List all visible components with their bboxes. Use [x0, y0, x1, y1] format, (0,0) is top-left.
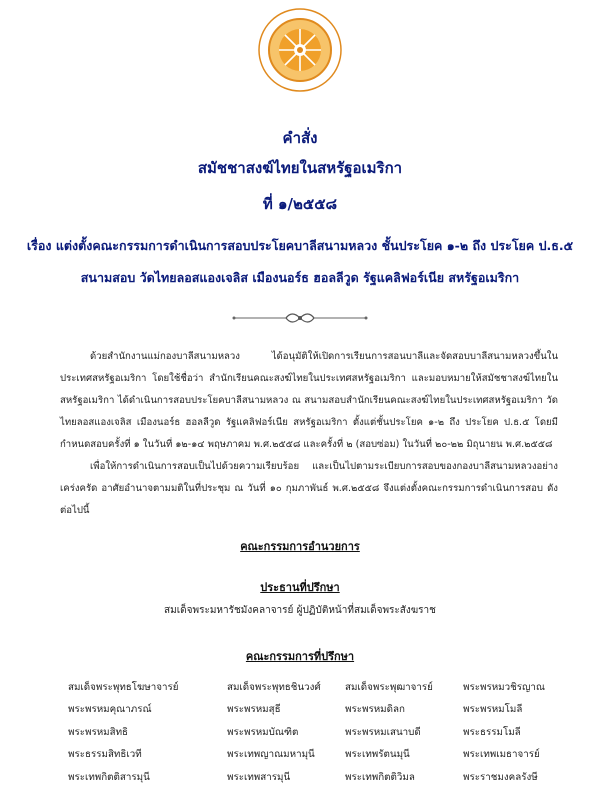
organization-name: สมัชชาสงฆ์ไทยในสหรัฐอเมริกา — [197, 159, 403, 177]
advisor-name: พระพรหมโมลี — [463, 704, 523, 716]
subject-line-1: เรื่อง แต่งตั้งคณะกรรมการดำเนินการสอบประโยคบาลีสนามหลวง ชั้นประโยค ๑-๒ ถึง ประโยค ป.ธ.๕ — [26, 238, 574, 253]
ornament-divider-icon — [228, 308, 372, 328]
advisor-name: สมเด็จพระพุฒาจารย์ — [345, 681, 433, 693]
order-title: คำสั่ง — [282, 129, 318, 147]
advisors-table — [68, 676, 568, 789]
advisor-name: พระราชมงคลรังษี — [463, 771, 538, 783]
advisor-name: พระพรหมคุณาภรณ์ — [68, 704, 152, 716]
advisor-name: พระเทพกิตติสารมุนี — [68, 771, 150, 783]
advisors-row — [68, 766, 568, 789]
advisors-row — [68, 699, 568, 722]
body-paragraph-2: เพื่อให้การดำเนินการสอบเป็นไปด้วยความเรียบร้อย และเป็นไปตามระเบียบการสอบของกองบาลีสนามหลวงอย่างเคร่งครัด อาศัยอำนาจตามมติในที่ประชุม ณ วันที่ ๑๐ กุมภาพันธ์ พ.ศ.๒๕๕๘ จึงแต่งตั้งคณะกรรมการดำเนินการสอบ ดังต่อไปนี้ — [60, 461, 558, 516]
subject-line-2: สนามสอบ วัดไทยลอสแองเจลิส เมืองนอร์ธ ฮอลลีวูด รัฐแคลิฟอร์เนีย สหรัฐอเมริกา — [80, 270, 520, 285]
advisor-name: พระเทพกิตติวิมล — [345, 771, 415, 783]
body-paragraph-1: ด้วยสำนักงานแม่กองบาลีสนามหลวง ได้อนุมัติให้เปิดการเรียนการสอนบาลีและจัดสอบบาลีสนามหลวงขึ้นในประเทศสหรัฐอเมริกา โดยใช้ชื่อว่า สำนักเรียนคณะสงฆ์ไทยในประเทศสหรัฐอเมริกา และมอบหมายให้สมัชชาสงฆ์ไทยในสหรัฐอเมริกา ได้ดำเนินการสอบประโยคบาลีสนามหลวง ณ สนามสอบสำนักเรียนคณะสงฆ์ไทยในประเทศสหรัฐอเมริกา วัดไทยลอสแองเจลิส เมืองนอร์ธ ฮอลลีวูด รัฐแคลิฟอร์เนีย สหรัฐอเมริกา ตั้งแต่ชั้นประโยค ๑-๒ ถึง ประโยค ป.ธ.๕ โดยมีกำหนดสอบครั้งที่ ๑ ในวันที่ ๑๒-๑๔ พฤษภาคม พ.ศ.๒๕๕๘ และครั้งที่ ๒ (สอบซ่อม) ในวันที่ ๒๐-๒๒ มิถุนายน พ.ศ.๒๕๕๘ — [60, 351, 558, 450]
advisors-row — [68, 721, 568, 744]
advisor-name: พระพรหมสุธี — [227, 704, 281, 716]
advisor-name: พระธรรมสิทธิเวที — [68, 749, 142, 761]
advisors-row — [68, 676, 568, 699]
advisor-name: สมเด็จพระพุทธโฆษาจารย์ — [68, 681, 179, 693]
advisor-name: พระพรหมบัณฑิต — [227, 726, 299, 738]
advisor-name: พระพรหมเสนาบดี — [345, 726, 421, 738]
advisor-name: พระเทพรัตนมุนี — [345, 749, 410, 761]
advisory-committee-heading: คณะกรรมการที่ปรึกษา — [245, 650, 355, 663]
advisor-name: พระเทพสารมุนี — [227, 771, 291, 783]
order-number: ที่ ๑/๒๕๕๘ — [262, 195, 338, 213]
advisor-name: สมเด็จพระพุทธชินวงศ์ — [227, 681, 321, 693]
advisors-row — [68, 744, 568, 767]
advisor-name: พระธรรมโมลี — [463, 726, 521, 738]
advisor-name: พระพรหมสิทธิ — [68, 726, 129, 738]
chief-advisor-heading: ประธานที่ปรึกษา — [260, 581, 340, 594]
advisor-name: พระพรหมดิลก — [345, 704, 405, 716]
chief-advisor-name: สมเด็จพระมหารัชมังคลาจารย์ ผู้ปฏิบัติหน้าที่สมเด็จพระสังฆราช — [164, 605, 436, 616]
advisor-name: พระเทพเมธาจารย์ — [463, 749, 540, 761]
council-seal-logo — [258, 8, 342, 92]
advisor-name: พระเทพญาณมหามุนี — [227, 749, 315, 761]
executive-committee-heading: คณะกรรมการอำนวยการ — [240, 540, 360, 553]
advisor-name: พระพรหมวชิรญาณ — [463, 681, 545, 693]
